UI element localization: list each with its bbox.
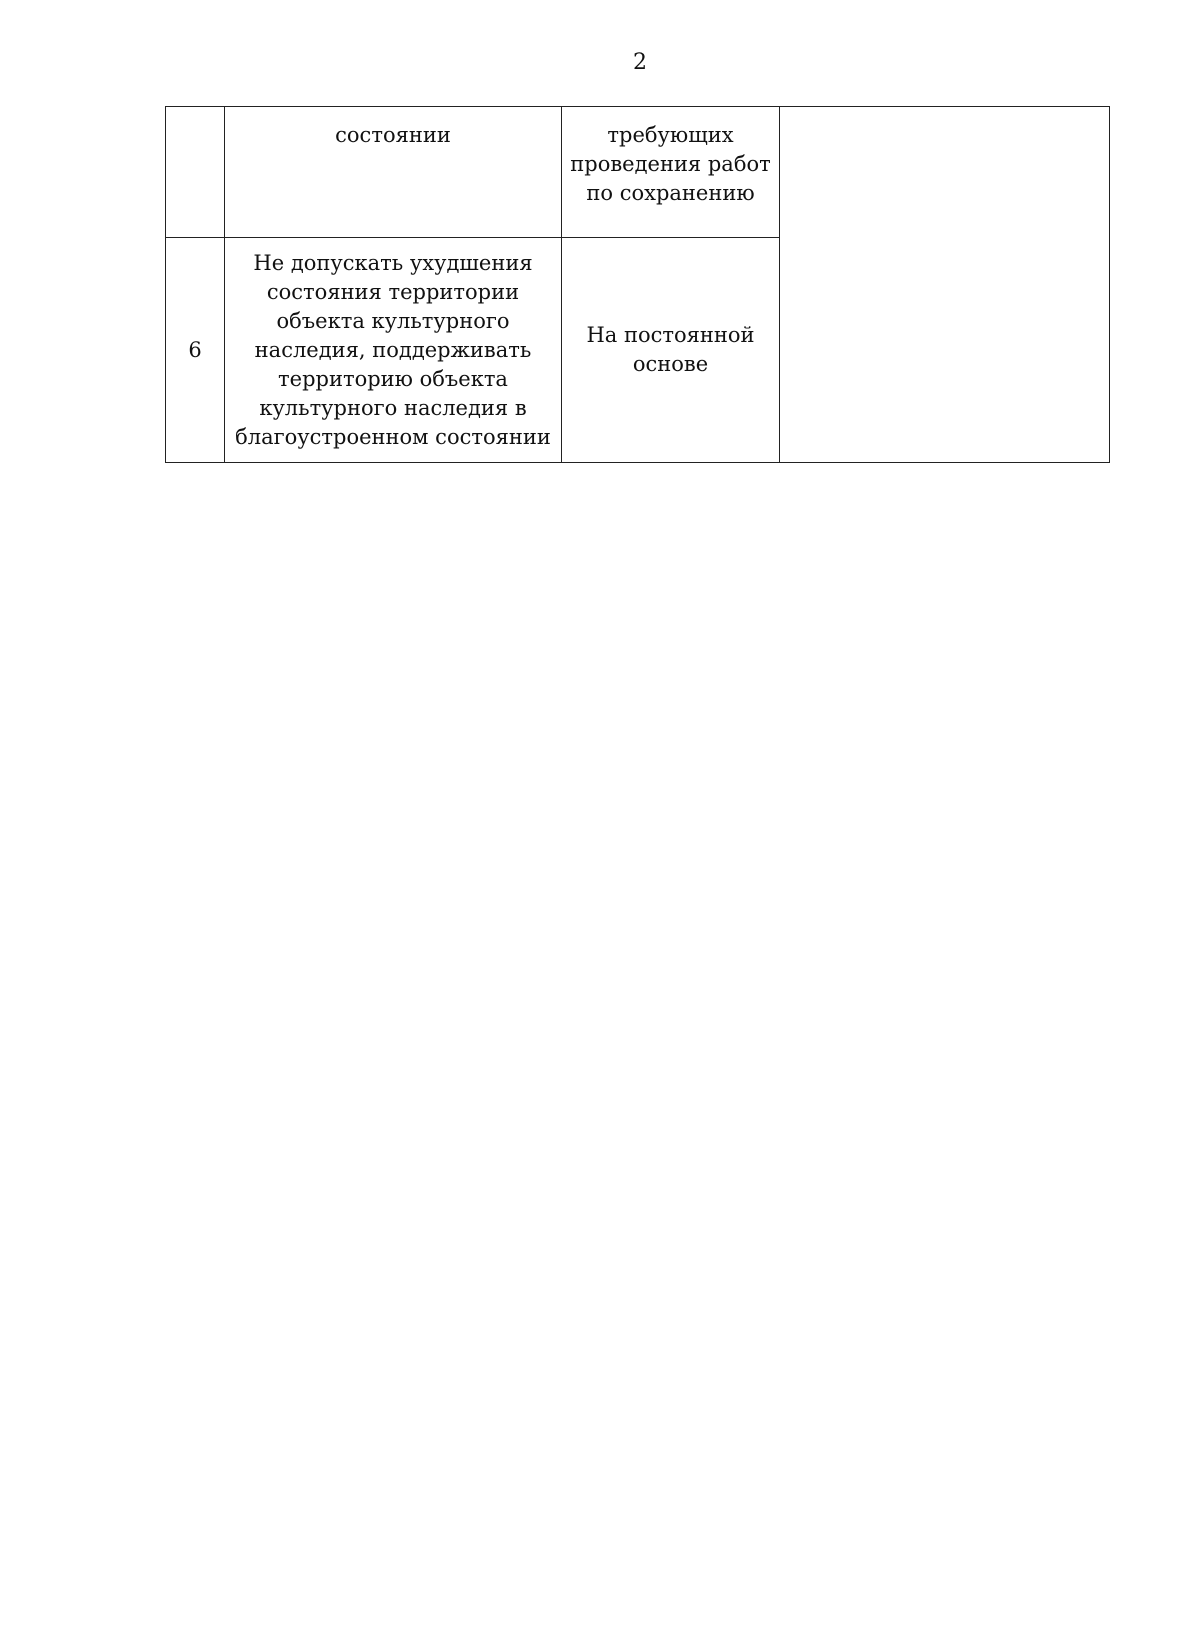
requirement-text: состоянии xyxy=(335,123,451,147)
requirements-table xyxy=(165,106,1110,463)
note-cell xyxy=(780,107,1110,463)
row-number: 6 xyxy=(188,337,202,362)
requirement-cell xyxy=(225,107,562,238)
term-text: На постоянной основе xyxy=(586,323,755,376)
row-number-cell xyxy=(166,238,225,463)
requirement-cell xyxy=(225,238,562,463)
requirement-text: Не допускать ухудшения состояния территории объекта культурного наследия, поддерживать территорию объекта культурного наследия в благоустроенном состоянии xyxy=(235,250,551,449)
table-row xyxy=(166,107,1110,238)
page-number: 2 xyxy=(633,50,647,75)
term-cell xyxy=(562,238,780,463)
row-number-cell xyxy=(166,107,225,238)
term-cell xyxy=(562,107,780,238)
term-text: требующих проведения работ по сохранению xyxy=(570,123,771,205)
